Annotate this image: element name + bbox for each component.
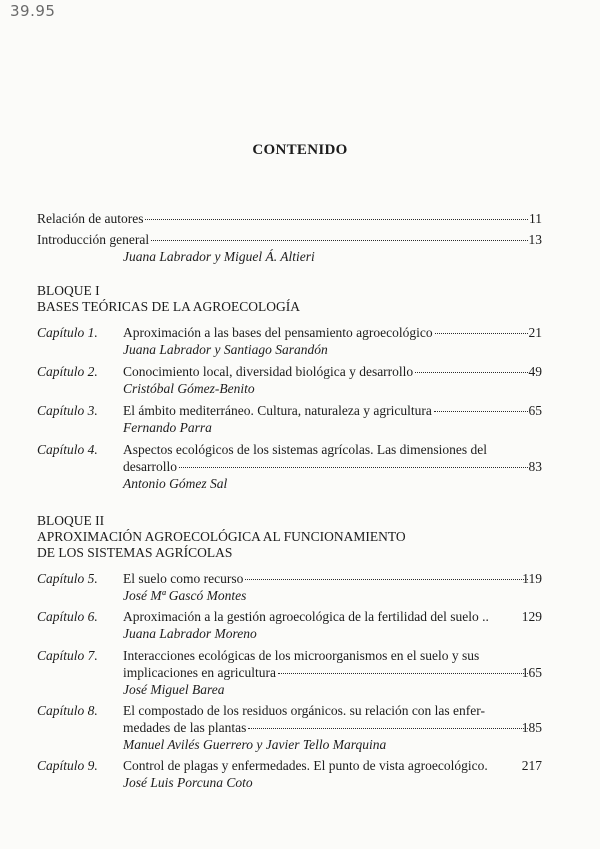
- chapter-title-cont: medades de las plantas: [123, 720, 247, 735]
- chapter-number: Capítulo 7.: [37, 648, 98, 663]
- block-subtitle: BASES TEÓRICAS DE LA AGROECOLOGÍA: [37, 299, 301, 314]
- chapter-title: Control de plagas y enfermedades. El punto de vista agroecológico.: [123, 758, 488, 773]
- chapter-author: Fernando Parra: [123, 420, 212, 435]
- chapter-number: Capítulo 5.: [37, 571, 98, 586]
- chapter-title: Interacciones ecológicas de los microorganismos en el suelo y sus: [123, 648, 480, 663]
- block-label: BLOQUE I: [37, 283, 100, 298]
- chapter-title: Aproximación a la gestión agroecológica de la fertilidad del suelo ..: [123, 609, 489, 624]
- entry-title: Introducción general: [37, 232, 150, 247]
- chapter-number: Capítulo 8.: [37, 703, 98, 718]
- chapter-author: Manuel Avilés Guerrero y Javier Tello Marquina: [123, 737, 387, 752]
- page-number: 65: [528, 403, 542, 418]
- dot-leader: [179, 455, 528, 468]
- entry-author: Juana Labrador y Miguel Á. Altieri: [123, 249, 315, 264]
- chapter-title-cont: implicaciones en agricultura: [123, 665, 276, 680]
- chapter-number: Capítulo 2.: [37, 364, 98, 379]
- chapter-number: Capítulo 6.: [37, 609, 98, 624]
- page-number: 185: [521, 720, 542, 735]
- chapter-author: José Mª Gascó Montes: [123, 588, 247, 603]
- dot-leader: [145, 207, 528, 220]
- chapter-title: El compostado de los residuos orgánicos. su relación con las enfer-: [123, 703, 486, 718]
- chapter-author: Antonio Gómez Sal: [123, 476, 228, 491]
- chapter-author: Juana Labrador Moreno: [123, 626, 257, 641]
- dot-leader: [278, 661, 528, 674]
- page-title: CONTENIDO: [252, 142, 348, 158]
- chapter-author: José Miguel Barea: [123, 682, 225, 697]
- chapter-title: Conocimiento local, diversidad biológica y desarrollo: [123, 364, 414, 379]
- block-subtitle: APROXIMACIÓN AGROECOLÓGICA AL FUNCIONAMIENTO: [37, 529, 406, 544]
- chapter-number: Capítulo 1.: [37, 325, 98, 340]
- entry-title: Relación de autores: [37, 211, 144, 226]
- page-number: 217: [521, 758, 542, 773]
- page-number: 129: [521, 609, 542, 624]
- chapter-title: Aspectos ecológicos de los sistemas agrícolas. Las dimensiones del: [123, 442, 488, 457]
- chapter-title: Aproximación a las bases del pensamiento agroecológico: [123, 325, 433, 340]
- block-heading-2: [37, 513, 406, 561]
- dot-leader: [248, 716, 528, 729]
- chapter-author: Juana Labrador y Santiago Sarandón: [123, 342, 328, 357]
- chapter-author: Cristóbal Gómez-Benito: [123, 381, 255, 396]
- chapter-author: José Luis Porcuna Coto: [123, 775, 253, 790]
- chapter-number: Capítulo 9.: [37, 758, 98, 773]
- page-number: 49: [528, 364, 542, 379]
- chapter-title: El ámbito mediterráneo. Cultura, naturaleza y agricultura: [123, 403, 432, 418]
- dot-leader: [245, 567, 528, 580]
- chapter-title: El suelo como recurso: [123, 571, 244, 586]
- chapter-number: Capítulo 4.: [37, 442, 98, 457]
- chapter-title-cont: desarrollo: [123, 459, 177, 474]
- block-subtitle-cont: DE LOS SISTEMAS AGRÍCOLAS: [37, 545, 233, 560]
- block-label: BLOQUE II: [37, 513, 105, 528]
- page-number: 13: [528, 232, 542, 247]
- block-heading-1: [37, 283, 300, 315]
- page-number: 119: [522, 571, 542, 586]
- handwritten-annotation: 39.95: [10, 2, 56, 20]
- dot-leader: [151, 228, 528, 241]
- page-number: 165: [521, 665, 542, 680]
- chapter-number: Capítulo 3.: [37, 403, 98, 418]
- page-number: 21: [528, 325, 542, 340]
- page-number: 11: [529, 211, 542, 226]
- page-number: 83: [528, 459, 542, 474]
